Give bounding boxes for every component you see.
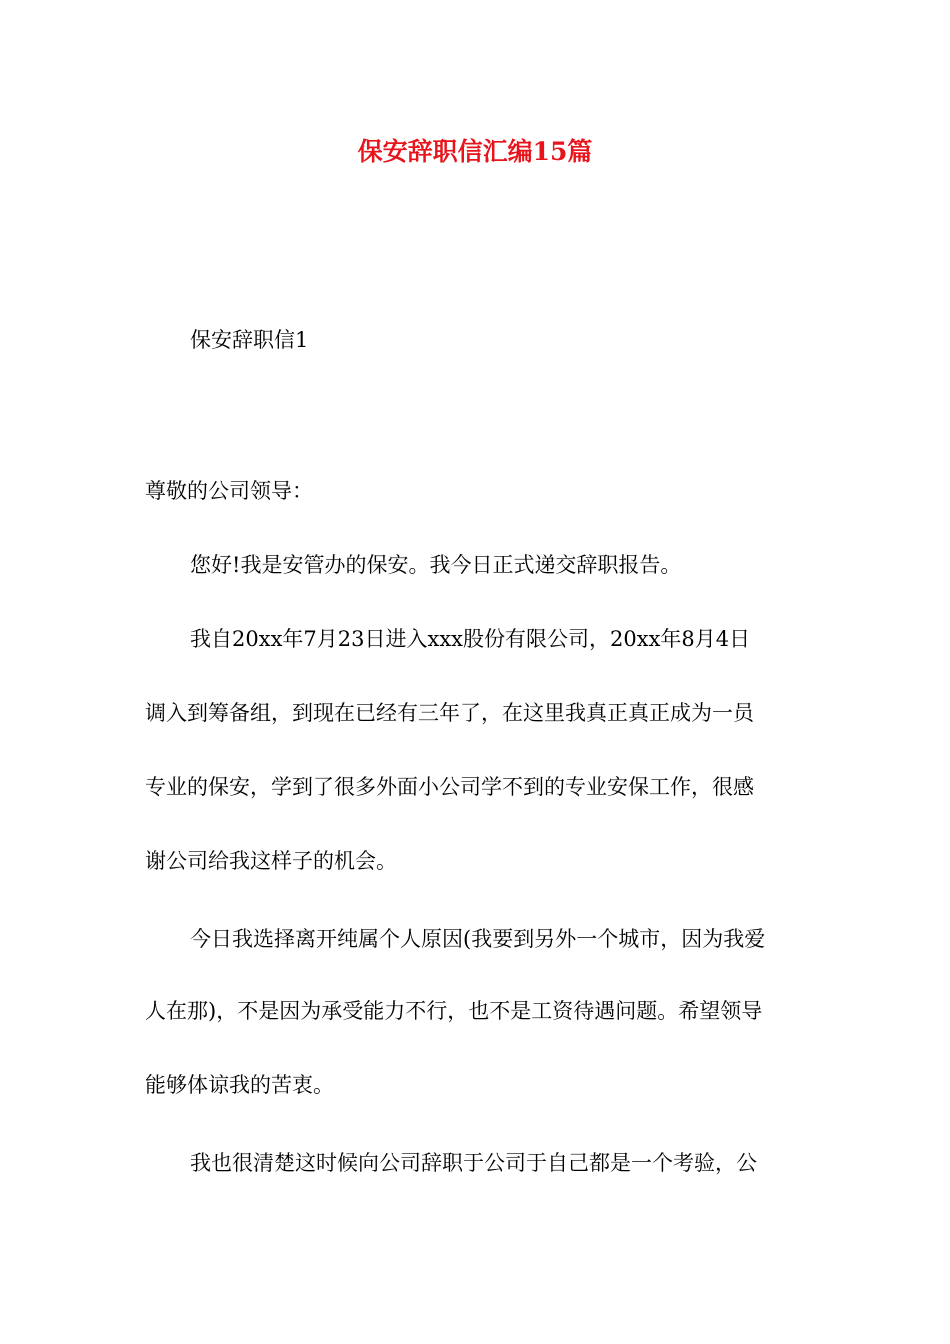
section-heading: 保安辞职信1	[190, 328, 309, 352]
body-line-1: 您好!我是安管办的保安。我今日正式递交辞职报告。	[190, 553, 682, 577]
body-line-9: 我也很清楚这时候向公司辞职于公司于自己都是一个考验，公	[190, 1151, 757, 1175]
body-line-3: 调入到筹备组，到现在已经有三年了，在这里我真正真正成为一员	[145, 701, 754, 725]
body-line-5: 谢公司给我这样子的机会。	[145, 849, 397, 873]
body-line-6: 今日我选择离开纯属个人原因(我要到另外一个城市，因为我爱	[190, 927, 766, 951]
body-line-4: 专业的保安，学到了很多外面小公司学不到的专业安保工作，很感	[145, 775, 754, 799]
body-line-2: 我自20xx年7月23日进入xxx股份有限公司，20xx年8月4日	[190, 627, 751, 651]
document-title: 保安辞职信汇编15篇	[357, 137, 593, 166]
salutation: 尊敬的公司领导：	[145, 479, 313, 503]
body-line-7: 人在那)，不是因为承受能力不行，也不是工资待遇问题。希望领导	[145, 999, 763, 1023]
body-line-8: 能够体谅我的苦衷。	[145, 1073, 334, 1097]
